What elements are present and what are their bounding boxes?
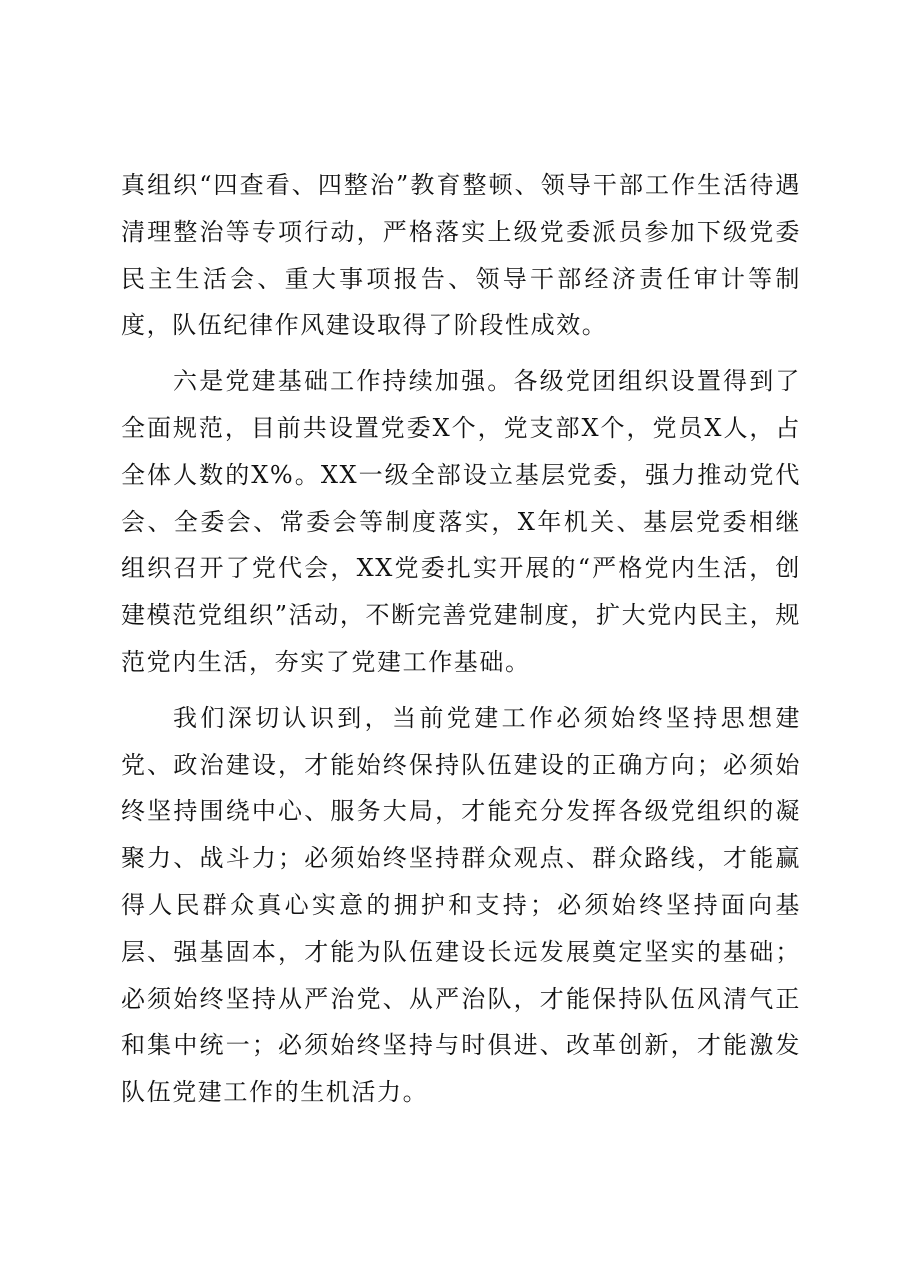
paragraph-party-building-foundation: 六是党建基础工作持续加强。各级党团组织设置得到了全面规范，目前共设置党委X个，党支部X个，党员X人，占全体人数的X%。XX一级全部设立基层党委，强力推动党代会、全委会、常委会等制度落实，X年机关、基层党委相继组织召开了党代会，XX党委扎实开展的“严格党内生活，创建模范党组织”活动，不断完善党建制度，扩大党内民主，规范党内生活，夯实了党建工作基础。 bbox=[121, 367, 801, 676]
document-body bbox=[121, 162, 801, 1125]
paragraph-continuation: 真组织“四查看、四整治”教育整顿、领导干部工作生活待遇清理整治等专项行动，严格落实上级党委派员参加下级党委民主生活会、重大事项报告、领导干部经济责任审计等制度，队伍纪律作风建设取得了阶段性成效。 bbox=[121, 171, 801, 340]
document-page bbox=[121, 0, 801, 1286]
paragraph-conclusions: 我们深切认识到，当前党建工作必须始终坚持思想建党、政治建设，才能始终保持队伍建设的正确方向；必须始终坚持围绕中心、服务大局，才能充分发挥各级党组织的凝聚力、战斗力；必须始终坚持群众观点、群众路线，才能赢得人民群众真心实意的拥护和支持；必须始终坚持面向基层、强基固本，才能为队伍建设长远发展奠定坚实的基础；必须始终坚持从严治党、从严治队，才能保持队伍风清气正和集中统一；必须始终坚持与时俱进、改革创新，才能激发队伍党建工作的生机活力。 bbox=[121, 703, 801, 1107]
